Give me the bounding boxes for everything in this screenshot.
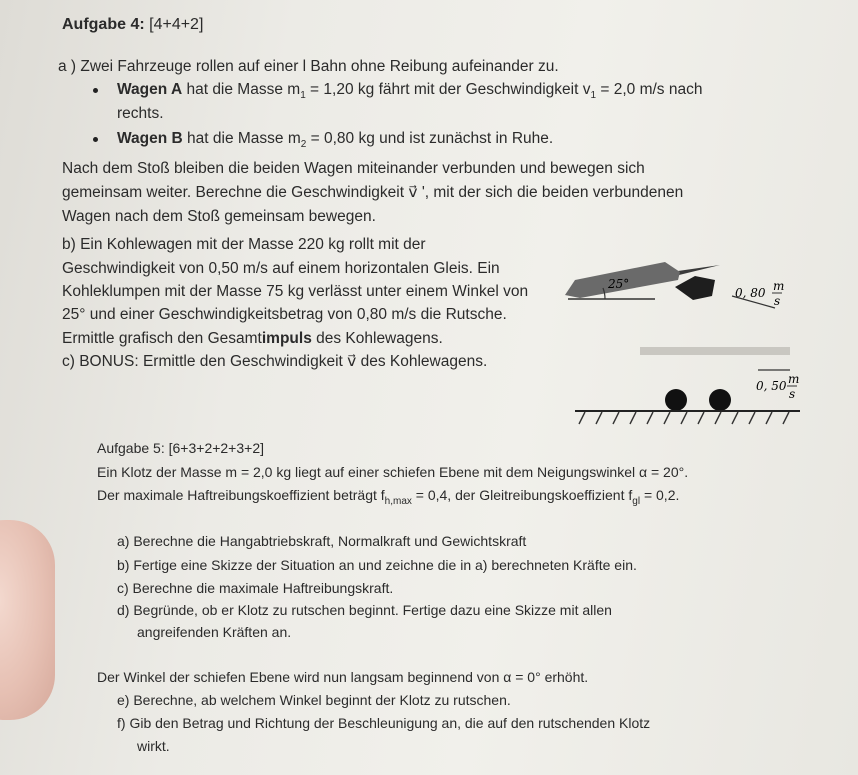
task4-a-text-2: gemeinsam weiter. Berechne die Geschwindigkeit v⃗ ', mit der sich die beiden verbundenen [62,184,684,201]
coal-wagon-top [640,347,790,355]
task5-item-d-cont: angreifenden Kräften an. [137,624,292,640]
wagon-b-line: Wagen B hat die Masse $m_2 = 0,80$ kg und ist zunächst in Ruhe. [117,130,554,151]
bullet-marker [93,88,98,93]
wagon-a-continued: rechts. [117,105,164,122]
wagon-velocity-value: 0, 50 [756,379,787,393]
wagon-velocity-unit-num: m [788,372,800,386]
task4-b-text-2: Geschwindigkeit von 0,50 m/s auf einem horizontalen Gleis. Ein [62,260,500,277]
task5-item-d: d) Begründe, ob er Klotz zu rutschen beginnt. Fertige dazu eine Skizze mit allen [117,602,612,618]
wagon-a-line: Wagen A hat die Masse $m_1 = 1,20$ kg fährt mit der Geschwindigkeit $v_1 = 2,0$ m/s nach [117,81,703,102]
ground-hatching [579,412,789,424]
task4-a-intro: a ) Zwei Fahrzeuge rollen auf einer l Bahn ohne Reibung aufeinander zu. [58,58,559,75]
task5-item-b: b) Fertige eine Skizze der Situation an und zeichne die in a) berechneten Kräfte ein. [117,557,637,573]
chute-velocity-unit-den: s [774,294,781,308]
task4-a-text-1: Nach dem Stoß bleiben die beiden Wagen miteinander verbunden und bewegen sich [62,160,645,177]
bullet-marker [93,137,98,142]
chute-velocity-unit-num: m [773,279,785,293]
task5-item-e: e) Berechne, ab welchem Winkel beginnt der Klotz zu rutschen. [117,692,511,708]
task5-para-2: Der Winkel der schiefen Ebene wird nun langsam beginnend von α = 0° erhöht. [97,669,589,685]
finger-photo-artifact [0,520,55,720]
wagon-velocity-unit-den: s [789,387,796,401]
task4-a-text-3: Wagen nach dem Stoß gemeinsam bewegen. [62,208,376,225]
task4-b-text-5: Ermittle grafisch den Gesamtimpuls des Kohlewagens. [62,330,443,347]
coal-lump [675,276,715,300]
task4-c-text: c) BONUS: Ermittle den Geschwindigkeit v⃗ des Kohlewagens. [62,353,488,370]
wagon-wheel-right [709,389,731,411]
task5-item-f: f) Gib den Betrag und Richtung der Beschleunigung an, die auf den rutschenden Klotz [117,715,651,731]
task4-b-text-1: b) Ein Kohlewagen mit der Masse 220 kg rollt mit der [62,236,426,253]
coal-wagon-figure [560,240,840,430]
task4-b-text-3: Kohleklumpen mit der Masse 75 kg verlässt unter einem Winkel von [62,283,529,300]
task4-heading: Aufgabe 4: [4+4+2] [62,16,204,33]
task4-b-text-4: 25° und einer Geschwindigkeitsbetrag von 0,80 m/s die Rutsche. [62,306,507,323]
wagon-wheel-left [665,389,687,411]
task5-item-f-cont: wirkt. [137,738,170,754]
task5-line-1: Ein Klotz der Masse m = 2,0 kg liegt auf einer schiefen Ebene mit dem Neigungswinkel α = 20°. [97,464,689,480]
angle-label: 25° [608,277,630,291]
task5-heading: Aufgabe 5: [6+3+2+2+3+2] [97,440,264,456]
task5-line-2: Der maximale Haftreibungskoeffizient beträgt $f_{h,max} = 0,4$, der Gleitreibungskoeffizient $f_{gl} = 0,2$. [97,487,680,507]
chute-velocity-value: 0, 80 [735,286,766,300]
task5-item-c: c) Berechne die maximale Haftreibungskraft. [117,580,394,596]
task5-item-a: a) Berechne die Hangabtriebskraft, Normalkraft und Gewichtskraft [117,533,527,549]
